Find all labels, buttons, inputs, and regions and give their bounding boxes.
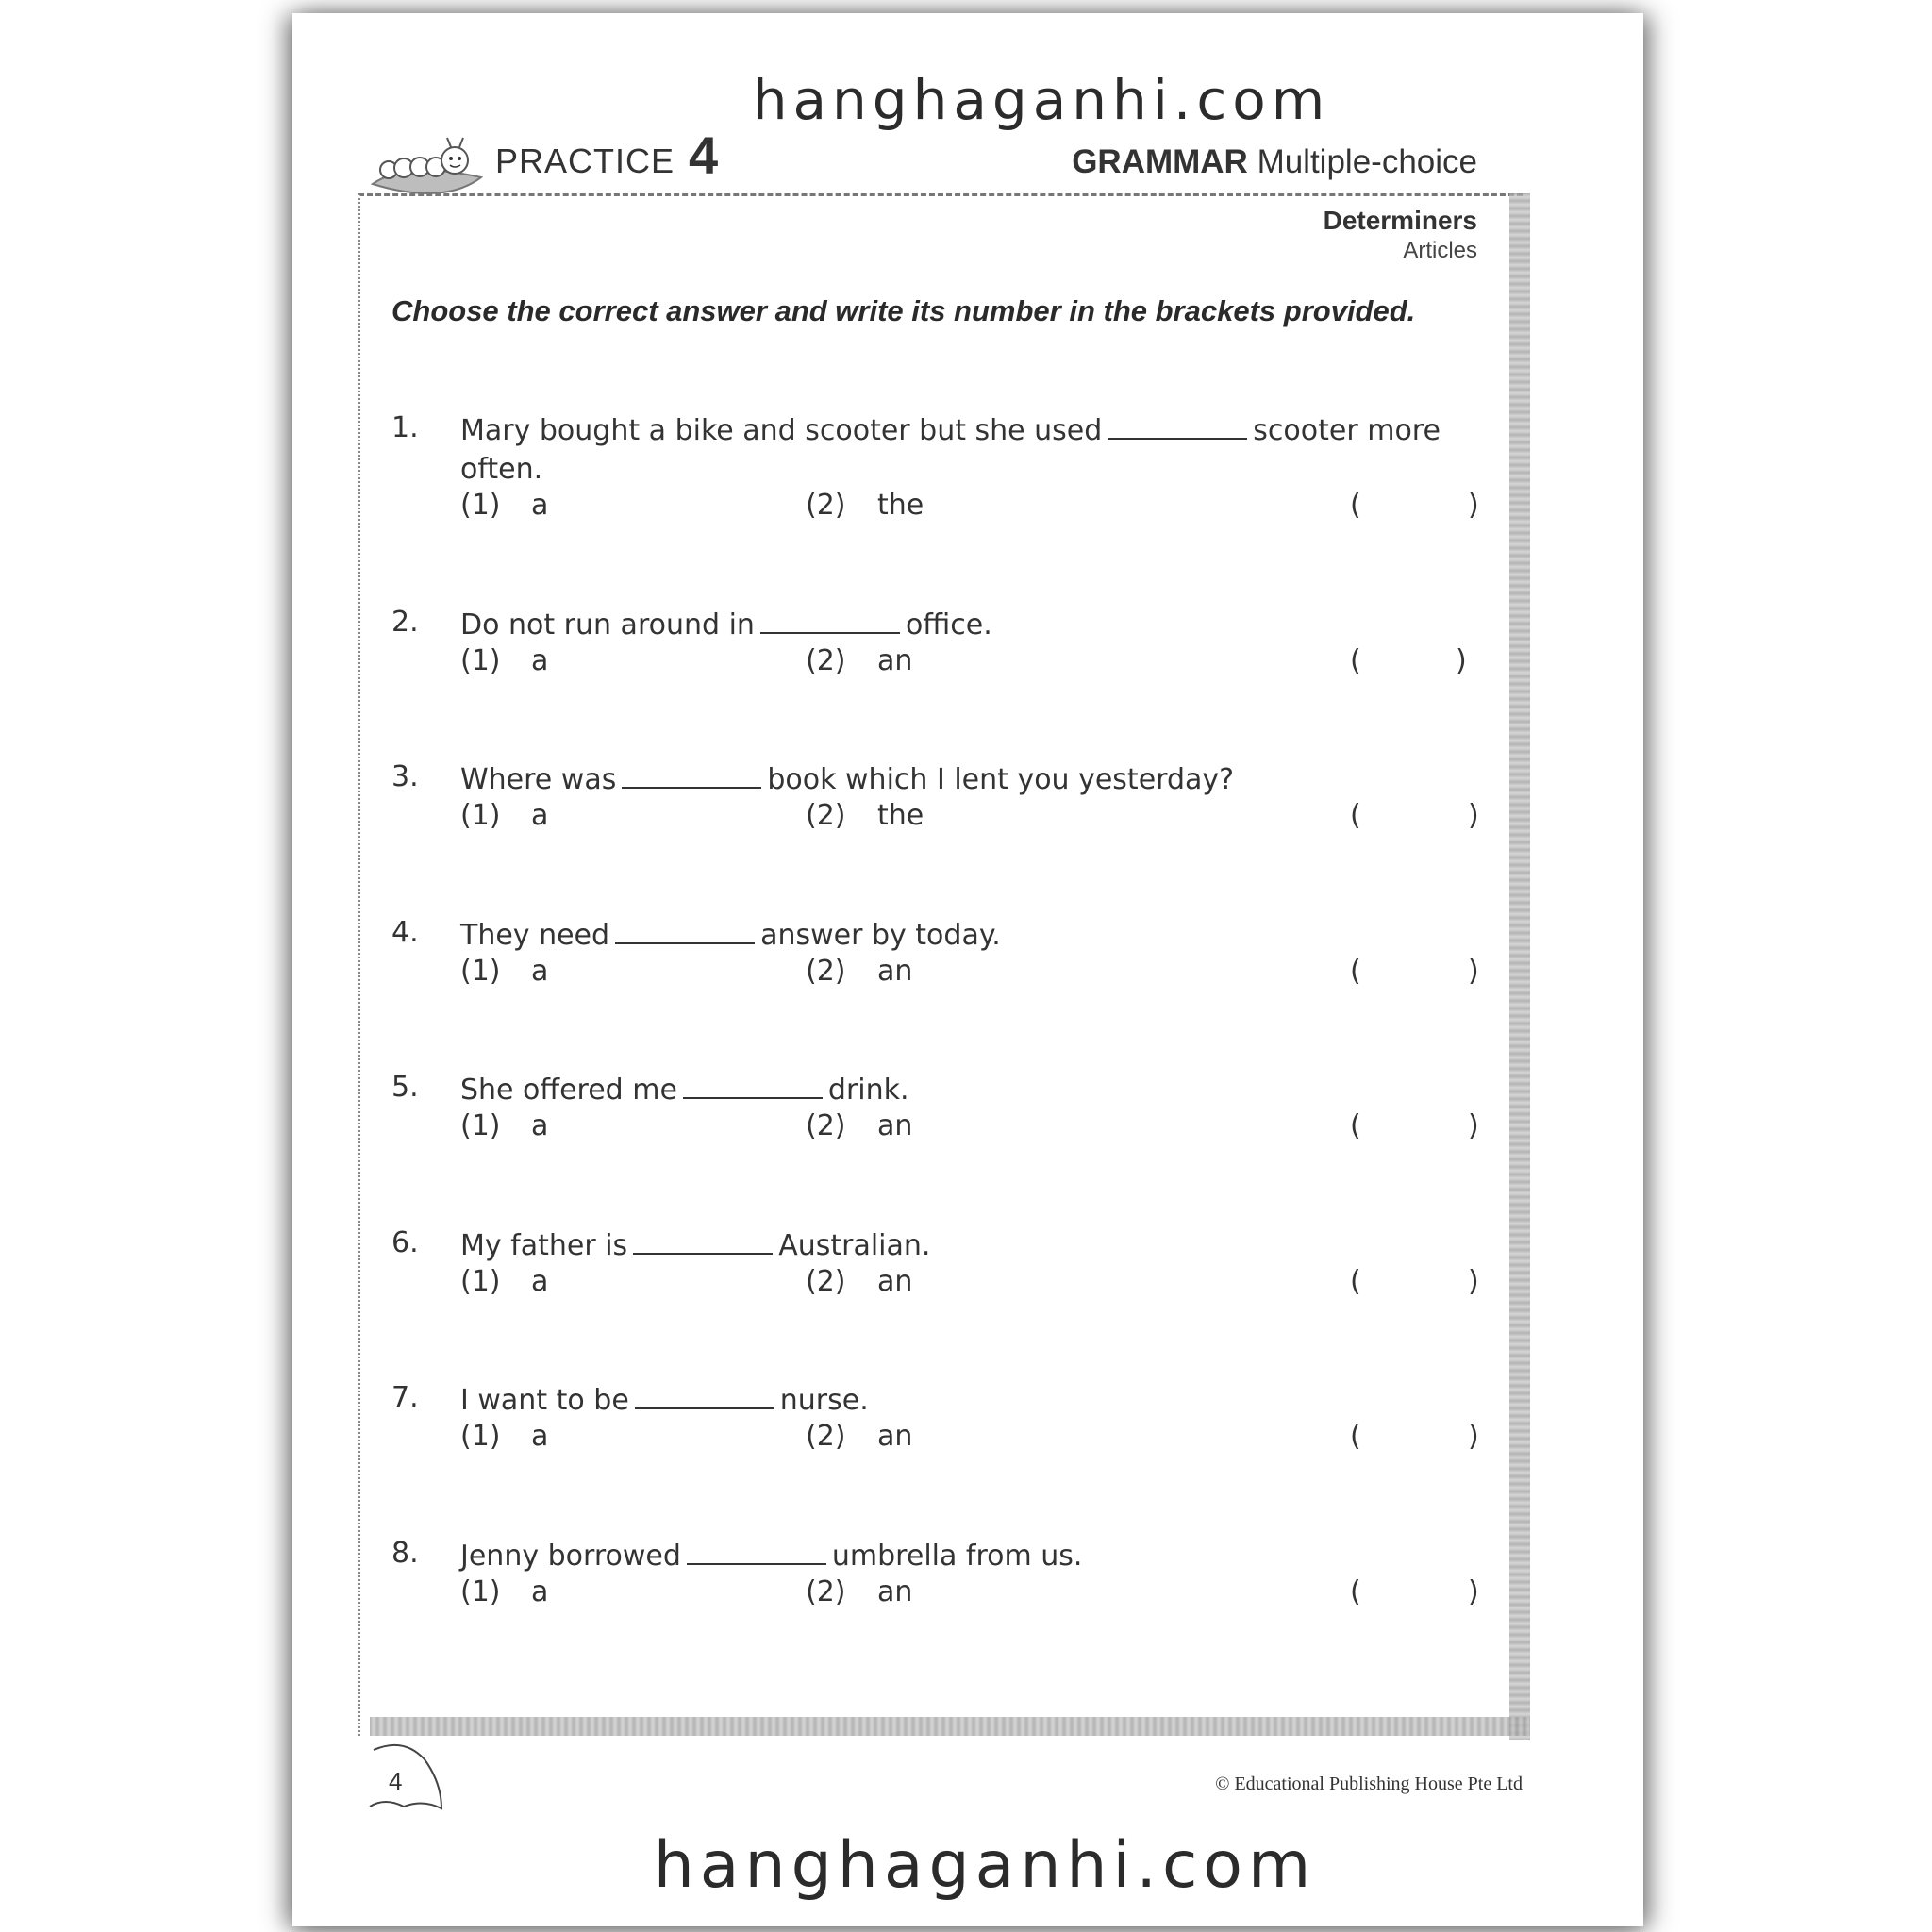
- question-number: 6.: [391, 1226, 419, 1259]
- option-1-number: (1): [460, 489, 501, 522]
- question-text-before: Where was: [460, 763, 617, 796]
- option-2-number: (2): [806, 955, 846, 988]
- answer-bracket-open: (: [1350, 955, 1361, 988]
- option-1-text: a: [531, 644, 549, 677]
- answer-options: [460, 1420, 1489, 1457]
- page-number: 4: [389, 1767, 403, 1795]
- question-text-after: Australian.: [778, 1229, 931, 1262]
- option-2-text: an: [877, 955, 913, 988]
- question-text-before: She offered me: [460, 1074, 677, 1107]
- answer-blank: [687, 1541, 826, 1565]
- option-2-text: an: [877, 1265, 913, 1298]
- answer-options: [460, 644, 1489, 682]
- instruction-text: Choose the correct answer and write its number in the brackets provided.: [391, 294, 1416, 327]
- answer-blank: [760, 609, 900, 634]
- answer-bracket-close: ): [1468, 955, 1479, 988]
- option-2-number: (2): [806, 1265, 846, 1298]
- option-2-text: the: [877, 489, 924, 522]
- answer-blank: [633, 1230, 773, 1255]
- option-2-number: (2): [806, 799, 846, 832]
- answer-bracket-open: (: [1350, 489, 1361, 522]
- question-text-before: I want to be: [460, 1384, 629, 1417]
- question-text: [460, 606, 1484, 644]
- answer-bracket-open: (: [1350, 1420, 1361, 1453]
- answer-bracket-open: (: [1350, 799, 1361, 832]
- option-2-number: (2): [806, 1109, 846, 1142]
- option-1-text: a: [531, 1265, 549, 1298]
- question-type: Multiple-choice: [1257, 143, 1477, 180]
- question-text-before: Mary bought a bike and scooter but she used: [460, 414, 1103, 447]
- answer-options: [460, 1575, 1489, 1613]
- frame-bottom-border: [370, 1717, 1530, 1736]
- practice-number: 4: [689, 125, 719, 185]
- answer-bracket-close: ): [1468, 1575, 1479, 1608]
- option-2-text: the: [877, 799, 924, 832]
- answer-bracket-close: ): [1468, 489, 1479, 522]
- question-text-before: Jenny borrowed: [460, 1540, 681, 1573]
- frame-right-border: [1509, 193, 1530, 1740]
- option-2-number: (2): [806, 644, 846, 677]
- question-text-before: My father is: [460, 1229, 628, 1262]
- option-2-number: (2): [806, 1420, 846, 1453]
- answer-blank: [1108, 415, 1247, 440]
- option-1-text: a: [531, 1575, 549, 1608]
- practice-label: PRACTICE: [495, 142, 675, 180]
- option-2-number: (2): [806, 1575, 846, 1608]
- option-1-text: a: [531, 1420, 549, 1453]
- answer-bracket-open: (: [1350, 1575, 1361, 1608]
- watermark-bottom: hanghaganhi.com: [653, 1828, 1317, 1903]
- question-text-after: answer by today.: [760, 919, 1001, 952]
- question-number: 5.: [391, 1071, 419, 1104]
- question-text-after: nurse.: [779, 1384, 869, 1417]
- question-text: [460, 1226, 1484, 1265]
- section-heading: [1072, 143, 1477, 181]
- answer-options: [460, 1265, 1489, 1303]
- option-2-number: (2): [806, 489, 846, 522]
- question-text-after: scooter more often.: [460, 414, 1441, 486]
- copyright-notice: © Educational Publishing House Pte Ltd: [1215, 1774, 1523, 1794]
- option-1-text: a: [531, 799, 549, 832]
- option-1-number: (1): [460, 1575, 501, 1608]
- watermark-top: hanghaganhi.com: [752, 68, 1331, 132]
- question-text-before: Do not run around in: [460, 608, 755, 641]
- topic-heading: Determiners: [1323, 206, 1477, 235]
- option-1-text: a: [531, 489, 549, 522]
- answer-bracket-close: ): [1468, 799, 1479, 832]
- leaf-icon: [366, 1740, 451, 1816]
- question-text-after: umbrella from us.: [831, 1540, 1083, 1573]
- question-text: [460, 760, 1484, 799]
- option-1-number: (1): [460, 799, 501, 832]
- answer-blank: [615, 920, 755, 944]
- answer-options: [460, 489, 1489, 526]
- option-1-text: a: [531, 1109, 549, 1142]
- question-number: 2.: [391, 606, 419, 639]
- option-2-text: an: [877, 644, 913, 677]
- answer-blank: [683, 1074, 823, 1099]
- option-2-text: an: [877, 1420, 913, 1453]
- question-number: 1.: [391, 411, 419, 444]
- option-1-number: (1): [460, 955, 501, 988]
- answer-bracket-close: ): [1456, 644, 1467, 677]
- question-text-after: drink.: [827, 1074, 909, 1107]
- option-1-number: (1): [460, 644, 501, 677]
- answer-bracket-close: ): [1468, 1420, 1479, 1453]
- question-text: [460, 916, 1484, 955]
- option-1-number: (1): [460, 1420, 501, 1453]
- answer-bracket-close: ): [1468, 1265, 1479, 1298]
- option-2-text: an: [877, 1109, 913, 1142]
- answer-bracket-open: (: [1350, 644, 1361, 677]
- question-text-before: They need: [460, 919, 610, 952]
- answer-bracket-open: (: [1350, 1109, 1361, 1142]
- question-number: 3.: [391, 760, 419, 793]
- answer-bracket-close: ): [1468, 1109, 1479, 1142]
- answer-blank: [635, 1385, 774, 1409]
- option-2-text: an: [877, 1575, 913, 1608]
- question-number: 8.: [391, 1537, 419, 1570]
- question-text: [460, 411, 1484, 489]
- answer-bracket-open: (: [1350, 1265, 1361, 1298]
- option-1-number: (1): [460, 1109, 501, 1142]
- question-text-after: book which I lent you yesterday?: [767, 763, 1235, 796]
- answer-options: [460, 955, 1489, 992]
- answer-blank: [622, 764, 761, 789]
- grammar-heading: GRAMMAR: [1072, 143, 1248, 180]
- answer-options: [460, 1109, 1489, 1147]
- question-text-after: office.: [905, 608, 992, 641]
- question-text: [460, 1537, 1484, 1575]
- question-number: 4.: [391, 916, 419, 949]
- subtopic-heading: Articles: [1403, 238, 1477, 263]
- answer-options: [460, 799, 1489, 837]
- question-number: 7.: [391, 1381, 419, 1414]
- option-1-text: a: [531, 955, 549, 988]
- option-1-number: (1): [460, 1265, 501, 1298]
- question-text: [460, 1381, 1484, 1420]
- question-text: [460, 1071, 1484, 1109]
